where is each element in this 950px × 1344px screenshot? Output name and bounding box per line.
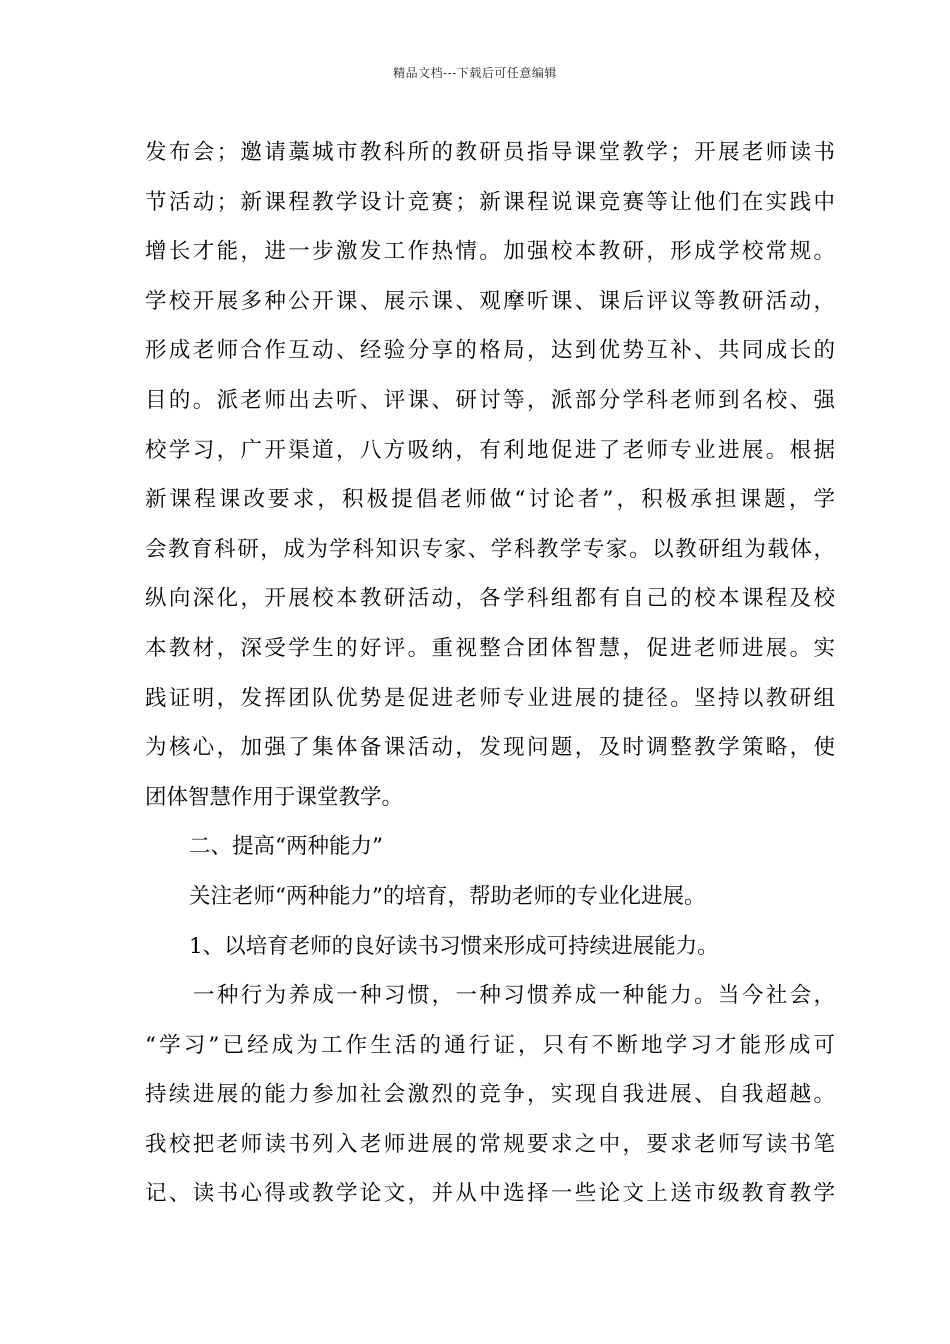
subsection-heading: 1、以培育老师的良好读书习惯来形成可持续进展能力。 xyxy=(189,933,719,959)
paragraph-line: 关注老师“两种能力”的培育，帮助老师的专业化进展。 xyxy=(189,883,706,909)
paragraph-line: 增长才能，进一步激发工作热情。加强校本教研，形成学校常规。 xyxy=(145,239,835,265)
body-text xyxy=(145,133,835,1224)
paragraph-line: 学校开展多种公开课、展示课、观摩听课、课后评议等教研活动， xyxy=(145,288,835,314)
paragraph-line: 发布会；邀请藁城市教科所的教研员指导课堂教学；开展老师读书 xyxy=(145,140,835,165)
paragraph-line: 为核心，加强了集体备课活动，发现问题，及时调整教学策略，使 xyxy=(145,735,835,761)
paragraph-line: 践证明，发挥团队优势是促进老师专业进展的捷径。坚持以教研组 xyxy=(145,685,835,711)
paragraph-line: 我校把老师读书列入老师进展的常规要求之中，要求老师写读书笔 xyxy=(145,1131,835,1157)
paragraph-line: 会教育科研，成为学科知识专家、学科教学专家。以教研组为载体， xyxy=(145,536,835,562)
paragraph-line: “学习”已经成为工作生活的通行证，只有不断地学习才能形成可 xyxy=(145,1032,835,1058)
paragraph-line: 持续进展的能力参加社会激烈的竞争，实现自我进展、自我超越。 xyxy=(145,1082,835,1108)
section-heading: 二、提高“两种能力” xyxy=(189,834,383,860)
paragraph-line: 节活动；新课程教学设计竞赛；新课程说课竞赛等让他们在实践中 xyxy=(145,189,835,215)
paragraph-line: 一种行为养成一种习惯，一种习惯养成一种能力。当今社会， xyxy=(193,983,835,1009)
paragraph-line: 纵向深化，开展校本教研活动，各学科组都有自己的校本课程及校 xyxy=(145,586,835,612)
page-header: 精品文档---下载后可任意编辑 xyxy=(393,66,557,80)
paragraph-line: 记、读书心得或教学论文，并从中选择一些论文上送市级教育教学 xyxy=(145,1181,835,1207)
paragraph-line: 校学习，广开渠道，八方吸纳，有利地促进了老师专业进展。根据 xyxy=(145,437,835,463)
paragraph-line: 新课程课改要求，积极提倡老师做“讨论者”，积极承担课题，学 xyxy=(145,487,835,513)
paragraph-line: 形成老师合作互动、经验分享的格局，达到优势互补、共同成长的 xyxy=(145,338,835,364)
paragraph-line: 团体智慧作用于课堂教学。 xyxy=(145,784,404,810)
paragraph-line: 目的。派老师出去听、评课、研讨等，派部分学科老师到名校、强 xyxy=(145,387,835,413)
paragraph-line: 本教材，深受学生的好评。重视整合团体智慧，促进老师进展。实 xyxy=(145,635,835,661)
